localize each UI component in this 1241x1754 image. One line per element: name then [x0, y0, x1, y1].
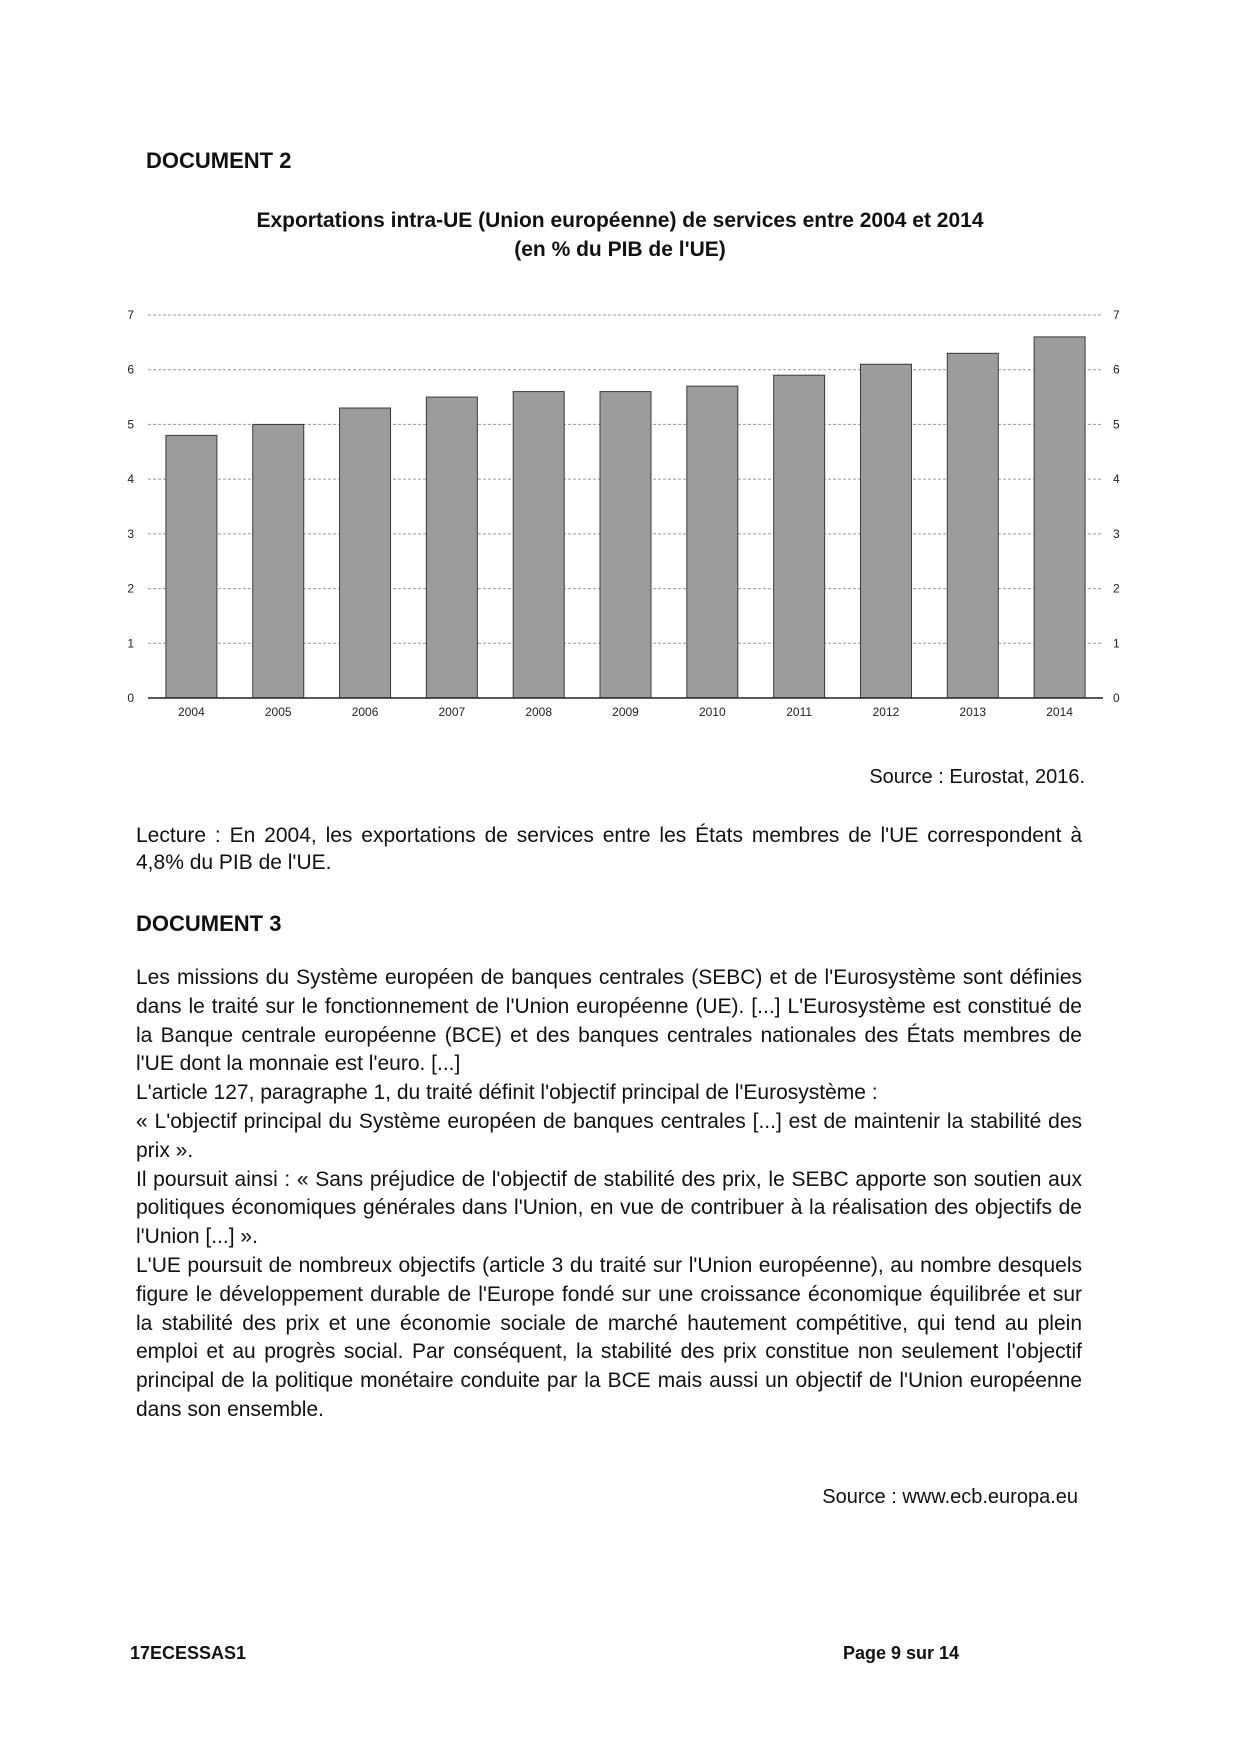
x-tick-label: 2013 [959, 705, 987, 719]
y-tick-label-right: 0 [1113, 691, 1120, 705]
bar-2005 [253, 424, 304, 698]
x-tick-label: 2012 [872, 705, 900, 719]
bar-2012 [860, 364, 911, 698]
bar-2014 [1034, 337, 1085, 698]
y-tick-label-left: 0 [127, 691, 134, 705]
y-tick-label-left: 1 [127, 636, 134, 651]
bar-2011 [774, 375, 825, 698]
y-tick-label-right: 1 [1113, 636, 1120, 651]
y-tick-label-left: 4 [127, 472, 134, 487]
bar-2007 [426, 397, 477, 698]
document-3-paragraph: « L'objectif principal du Système européen de banques centrales [...] est de maintenir la stabilité des prix ». [136, 1109, 1082, 1162]
x-tick-label: 2008 [525, 705, 553, 719]
footer-exam-code: 17ECESSAS1 [130, 1643, 247, 1663]
y-tick-label-left: 5 [127, 417, 134, 432]
document-3-source: Source : www.ecb.europa.eu [822, 1486, 1078, 1508]
chart-bars [166, 337, 1085, 698]
y-tick-label-right: 3 [1113, 526, 1120, 541]
chart-title [150, 206, 1090, 264]
bar-chart [0, 295, 1241, 735]
x-tick-label: 2005 [264, 705, 292, 719]
y-tick-label-left: 2 [127, 581, 134, 596]
bar-2006 [340, 408, 391, 698]
y-tick-label-right: 7 [1113, 308, 1120, 322]
document-3-paragraph: L'article 127, paragraphe 1, du traité définit l'objectif principal de l'Eurosystème : [136, 1081, 878, 1105]
x-tick-label: 2009 [612, 705, 639, 719]
x-tick-label: 2014 [1046, 705, 1073, 719]
chart-title-line-2: (en % du PIB de l'UE) [514, 238, 726, 261]
document-2-heading: DOCUMENT 2 [146, 148, 292, 173]
x-tick-label: 2007 [438, 705, 466, 719]
bar-2008 [513, 392, 564, 698]
y-tick-label-left: 6 [127, 362, 134, 377]
document-3-paragraph: L'UE poursuit de nombreux objectifs (article 3 du traité sur l'Union européenne), au nombre desquels figure le développement durable de l'Europe fondé sur une croissance économique équilibrée et sur la stabilité des prix et une économie sociale de marché hautement compétitive, qui tend au plein emploi et au progrès social. Par conséquent, la stabilité des prix constitue non seulement l'objectif principal de la politique monétaire conduite par la BCE mais aussi un objectif de l'Union européenne dans son ensemble. [136, 1253, 1082, 1421]
y-tick-label-left: 7 [127, 308, 134, 322]
bar-2013 [947, 353, 998, 698]
y-tick-label-right: 5 [1113, 417, 1120, 432]
y-tick-label-right: 4 [1113, 472, 1120, 487]
x-tick-label: 2004 [178, 705, 205, 719]
document-3-body [136, 964, 1082, 1425]
document-3-heading: DOCUMENT 3 [136, 911, 282, 936]
chart-title-line-1: Exportations intra-UE (Union européenne) de services entre 2004 et 2014 [256, 209, 984, 232]
x-tick-label: 2011 [786, 705, 813, 719]
x-tick-label: 2010 [698, 705, 726, 719]
chart-source: Source : Eurostat, 2016. [869, 766, 1085, 788]
y-tick-label-right: 6 [1113, 362, 1120, 377]
document-3-paragraph: Il poursuit ainsi : « Sans préjudice de l'objectif de stabilité des prix, le SEBC apporte son soutien aux politiques économiques générales dans l'Union, en vue de contribuer à la réalisation des objectifs de l'Union [...] ». [136, 1167, 1082, 1249]
y-tick-label-left: 3 [127, 526, 134, 541]
chart-reading-note: Lecture : En 2004, les exportations de services entre les États membres de l'UE correspondent à 4,8% du PIB de l'UE. [136, 824, 1082, 874]
y-tick-label-right: 2 [1113, 581, 1120, 596]
bar-2004 [166, 435, 217, 698]
bar-2010 [687, 386, 738, 698]
bar-2009 [600, 392, 651, 698]
footer-page-number: Page 9 sur 14 [843, 1643, 960, 1663]
x-tick-label: 2006 [351, 705, 379, 719]
document-3-paragraph: Les missions du Système européen de banques centrales (SEBC) et de l'Eurosystème sont définies dans le traité sur le fonctionnement de l'Union européenne (UE). [...] L'Eurosystème est constitué de la Banque centrale européenne (BCE) et des banques centrales nationales des États membres de l'UE dont la monnaie est l'euro. [...] [136, 966, 1082, 1076]
